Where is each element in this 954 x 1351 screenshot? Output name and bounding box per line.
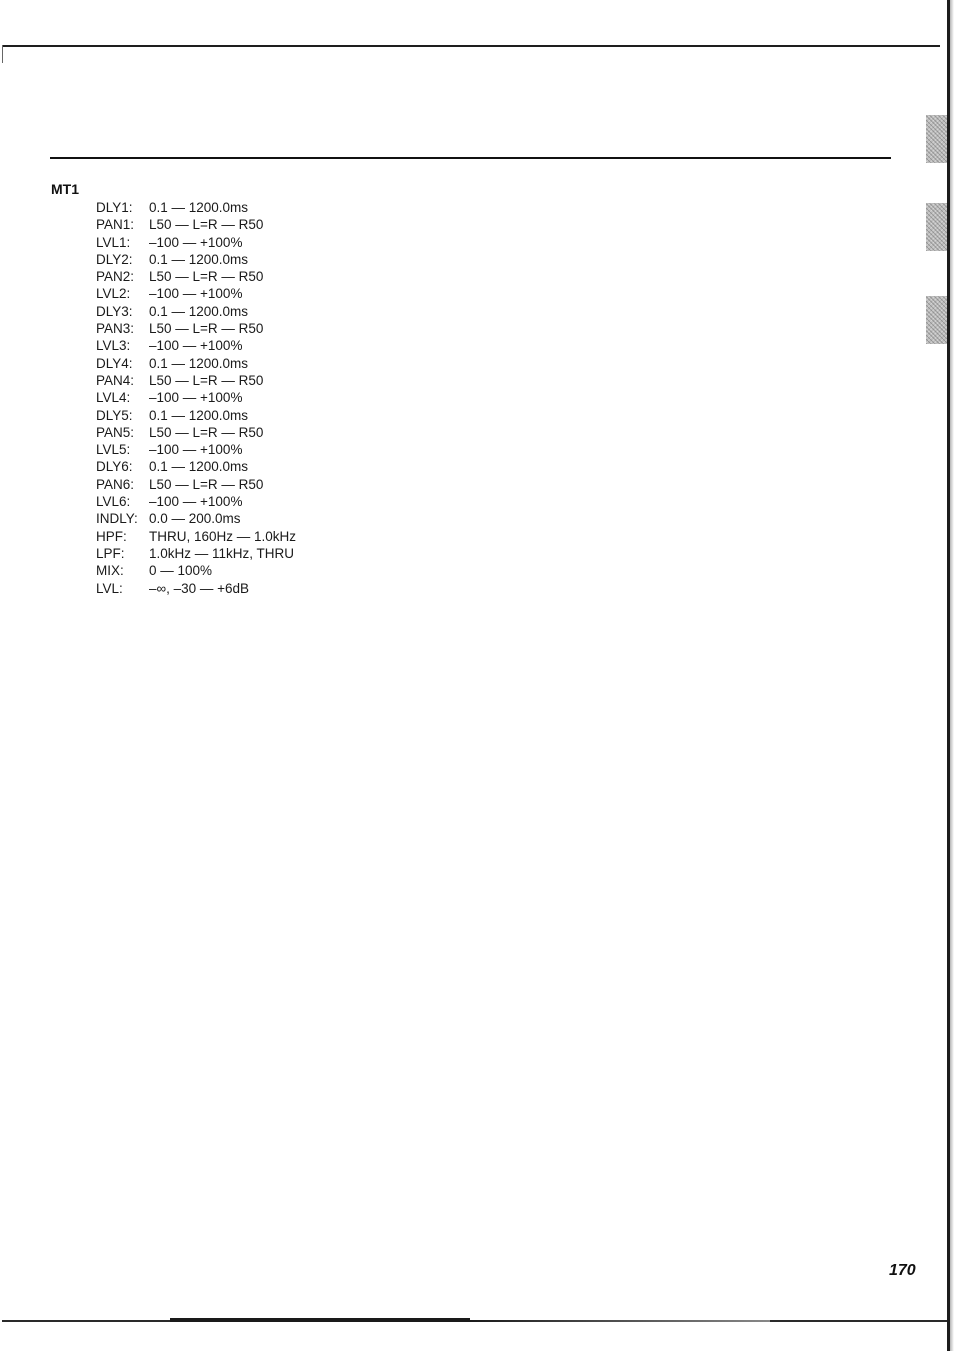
parameter-range: 0.1 — 1200.0ms xyxy=(149,459,249,475)
parameter-range: 0.1 — 1200.0ms xyxy=(149,303,249,319)
parameter-row xyxy=(96,562,296,579)
parameter-row xyxy=(96,389,296,406)
parameter-row xyxy=(96,545,296,562)
parameter-name: PAN6: xyxy=(96,476,135,492)
page-number: 170 xyxy=(889,1262,916,1279)
parameter-row xyxy=(96,458,296,475)
parameter-range: –100 — +100% xyxy=(149,286,243,302)
parameter-range: 1.0kHz — 11kHz, THRU xyxy=(149,545,295,561)
parameter-range: 0 — 100% xyxy=(149,563,213,579)
parameter-row xyxy=(96,441,296,458)
parameter-row xyxy=(96,407,296,424)
parameter-range: 0.1 — 1200.0ms xyxy=(149,251,249,267)
bottom-rule-fade xyxy=(470,1320,770,1322)
parameter-row xyxy=(96,355,296,372)
parameter-name: DLY3: xyxy=(96,303,133,319)
parameter-name: DLY5: xyxy=(96,407,133,423)
parameter-range: L50 — L=R — R50 xyxy=(149,372,264,388)
parameter-range: L50 — L=R — R50 xyxy=(149,269,264,285)
parameter-name: PAN2: xyxy=(96,269,135,285)
header-rule xyxy=(50,157,891,159)
parameter-name: LVL6: xyxy=(96,494,131,510)
parameter-name: DLY1: xyxy=(96,200,133,215)
parameter-row xyxy=(96,251,296,268)
parameter-row xyxy=(96,285,296,302)
parameter-name: LVL4: xyxy=(96,390,131,406)
parameter-range: 0.1 — 1200.0ms xyxy=(149,355,249,371)
thumb-index-tab-3 xyxy=(926,296,947,344)
top-scan-tick xyxy=(2,45,3,63)
parameter-name: DLY6: xyxy=(96,459,133,475)
bottom-rule-thick xyxy=(170,1318,470,1322)
section-title: MT1 xyxy=(51,181,79,197)
thumb-index-tab-2 xyxy=(926,203,947,251)
parameter-range: –100 — +100% xyxy=(149,442,243,458)
parameter-row xyxy=(96,510,296,527)
parameter-row xyxy=(96,476,296,493)
page-edge-fade xyxy=(950,0,954,1351)
parameter-list xyxy=(96,199,296,597)
parameter-row xyxy=(96,216,296,233)
parameter-name: PAN3: xyxy=(96,321,135,337)
parameter-name: LVL3: xyxy=(96,338,131,354)
parameter-range: –100 — +100% xyxy=(149,338,243,354)
parameter-row xyxy=(96,320,296,337)
parameter-row xyxy=(96,580,296,597)
top-scan-rule xyxy=(2,45,940,47)
parameter-name: INDLY: xyxy=(96,511,138,527)
parameter-range: 0.1 — 1200.0ms xyxy=(149,407,249,423)
parameter-row xyxy=(96,372,296,389)
parameter-name: LVL5: xyxy=(96,442,131,458)
parameter-name: LVL2: xyxy=(96,286,131,302)
parameter-range: 0.1 — 1200.0ms xyxy=(149,200,249,215)
parameter-range: L50 — L=R — R50 xyxy=(149,424,264,440)
parameter-range: L50 — L=R — R50 xyxy=(149,321,264,337)
parameter-row xyxy=(96,528,296,545)
parameter-row xyxy=(96,199,296,216)
parameter-range: –100 — +100% xyxy=(149,494,243,510)
parameter-row xyxy=(96,493,296,510)
parameter-name: HPF: xyxy=(96,528,127,544)
parameter-range: –∞, –30 — +6dB xyxy=(149,580,250,596)
parameter-range: L50 — L=R — R50 xyxy=(149,217,264,233)
parameter-name: PAN1: xyxy=(96,217,135,233)
parameter-range: THRU, 160Hz — 1.0kHz xyxy=(149,528,297,544)
parameter-row xyxy=(96,268,296,285)
parameter-row xyxy=(96,303,296,320)
parameter-range: –100 — +100% xyxy=(149,390,243,406)
parameter-name: DLY2: xyxy=(96,251,133,267)
parameter-name: PAN4: xyxy=(96,372,135,388)
parameter-name: LPF: xyxy=(96,545,125,561)
parameter-row xyxy=(96,337,296,354)
parameter-row xyxy=(96,234,296,251)
thumb-index-tab-1 xyxy=(926,115,947,163)
parameter-name: PAN5: xyxy=(96,424,135,440)
parameter-range: L50 — L=R — R50 xyxy=(149,476,264,492)
parameter-name: LVL: xyxy=(96,580,123,596)
parameter-name: LVL1: xyxy=(96,234,131,250)
parameter-range: 0.0 — 200.0ms xyxy=(149,511,241,527)
parameter-row xyxy=(96,424,296,441)
parameter-range: –100 — +100% xyxy=(149,234,243,250)
parameter-name: MIX: xyxy=(96,563,124,579)
parameter-name: DLY4: xyxy=(96,355,133,371)
